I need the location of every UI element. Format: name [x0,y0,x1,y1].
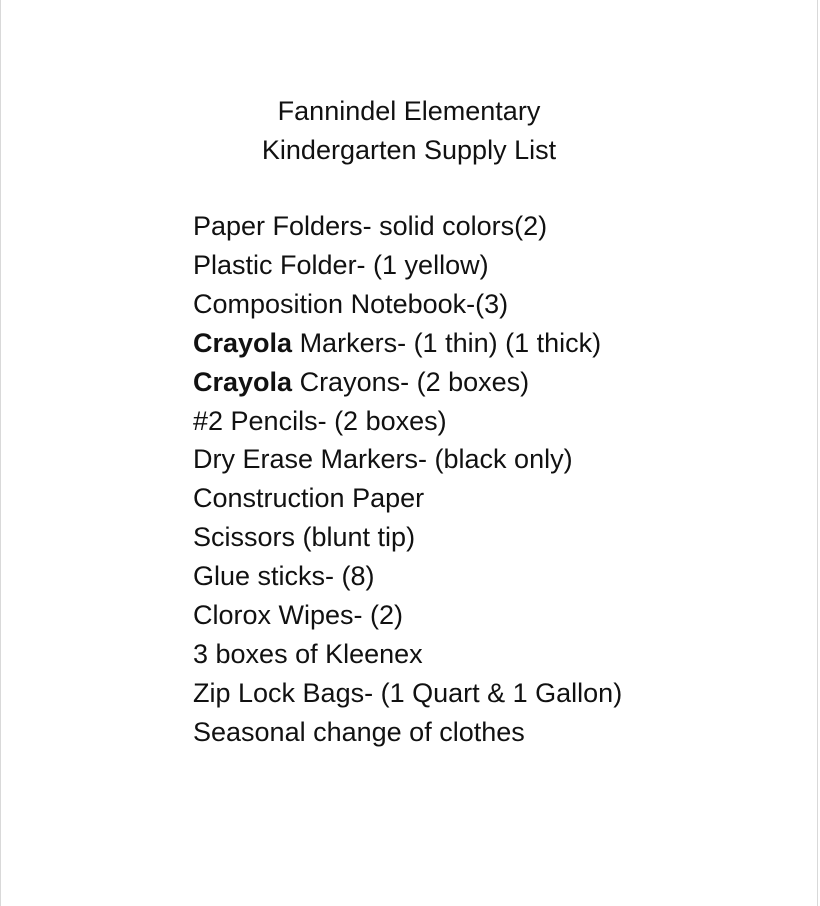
list-item [193,557,622,596]
list-item [193,246,622,285]
list-item [193,479,622,518]
list-title: Kindergarten Supply List [261,135,557,165]
item-text: Glue sticks- (8) [193,561,375,592]
item-text: #2 Pencils- (2 boxes) [193,405,447,436]
list-item [193,518,622,557]
item-text: Plastic Folder- (1 yellow) [193,249,489,280]
list-item [193,440,622,479]
list-item [193,285,622,324]
item-text: Seasonal change of clothes [193,716,525,747]
item-text: Dry Erase Markers- (black only) [193,444,573,475]
brand-name: Crayola [193,366,293,397]
supply-list [193,207,622,752]
item-text: Clorox Wipes- (2) [193,600,404,631]
list-item [193,635,622,674]
item-text: Scissors (blunt tip) [193,522,416,553]
list-item [193,674,622,713]
item-text: Zip Lock Bags- (1 Quart & 1 Gallon) [193,677,623,708]
document-header [1,92,817,170]
brand-name: Crayola [193,327,293,358]
item-text: Crayons- (2 boxes) [292,366,530,397]
item-text: Construction Paper [193,483,425,514]
item-text: Composition Notebook-(3) [193,288,509,319]
list-item [193,363,622,402]
list-item [193,207,622,246]
school-name: Fannindel Elementary [277,96,541,126]
item-text: Paper Folders- solid colors(2) [193,211,548,241]
list-item [193,402,622,441]
list-item [193,713,622,752]
list-item [193,324,622,363]
item-text: 3 boxes of Kleenex [193,638,423,669]
list-item [193,596,622,635]
item-text: Markers- (1 thin) (1 thick) [292,327,602,358]
